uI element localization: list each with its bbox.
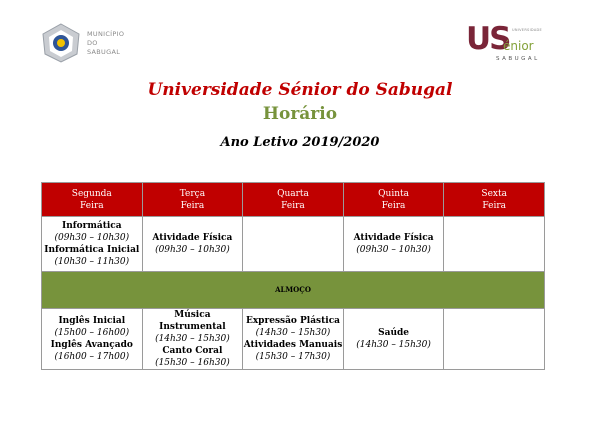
afternoon-wednesday-cell	[243, 309, 344, 370]
day-header-friday: Sexta Feira	[444, 183, 545, 217]
class-subject: Atividades Manuais	[243, 340, 343, 350]
class-subject: Atividade Física	[152, 233, 233, 243]
class-subject: Expressão Plástica	[245, 316, 341, 326]
municipio-emblem-icon	[40, 22, 82, 64]
lunch-label: ALMOÇO	[42, 272, 545, 309]
us-senior-logo	[466, 22, 566, 66]
class-subject: Saúde	[378, 328, 410, 338]
class-time: (09h30 – 10h30)	[155, 245, 230, 255]
class-time: (15h30 – 17h30)	[255, 352, 331, 362]
class-subject: Informática Inicial	[44, 245, 140, 255]
class-time: (14h30 – 15h30)	[356, 340, 431, 350]
class-time: (14h30 – 15h30)	[155, 334, 230, 344]
morning-thursday-cell	[343, 217, 444, 272]
day-header-tuesday: Terça Feira	[142, 183, 243, 217]
day-header-thursday: Quinta Feira	[343, 183, 444, 217]
class-time: (15h00 – 16h00)	[54, 328, 130, 338]
class-time: (15h30 – 16h30)	[155, 358, 230, 368]
class-subject: Inglês Avançado	[50, 340, 133, 350]
class-subject: Inglês Inicial	[58, 316, 126, 326]
afternoon-friday-cell	[444, 309, 545, 370]
us-logo-senior: énior	[503, 39, 534, 53]
afternoon-monday-cell	[42, 309, 143, 370]
class-time: (09h30 – 10h30)	[54, 233, 130, 243]
class-subject: Atividade Física	[353, 233, 434, 243]
morning-tuesday-cell	[142, 217, 243, 272]
class-time: (14h30 – 15h30)	[255, 328, 331, 338]
schedule-table	[41, 182, 545, 370]
class-time: (10h30 – 11h30)	[54, 257, 130, 267]
day-header-monday: Segunda Feira	[42, 183, 143, 217]
morning-monday-cell	[42, 217, 143, 272]
morning-friday-cell	[444, 217, 545, 272]
us-logo-mark: US	[466, 21, 510, 57]
morning-wednesday-cell	[243, 217, 344, 272]
academic-year: Ano Letivo 2019/2020	[220, 135, 380, 150]
municipio-line2: DO	[87, 38, 98, 47]
day-header-row	[42, 183, 545, 217]
class-subject: Informática	[61, 221, 122, 231]
afternoon-thursday-cell	[343, 309, 444, 370]
afternoon-row	[42, 309, 545, 370]
class-time: (16h00 – 17h00)	[54, 352, 130, 362]
municipio-line1: MUNICÍPIO	[87, 29, 125, 38]
class-time: (09h30 – 10h30)	[356, 245, 431, 255]
morning-row	[42, 217, 545, 272]
us-logo-tagline: UNIVERSIDADE	[512, 28, 543, 32]
municipio-logo	[40, 22, 124, 64]
municipio-line3: SABUGAL	[87, 47, 121, 56]
page-subtitle: Horário	[262, 104, 338, 124]
lunch-row	[42, 272, 545, 309]
class-subject: Música Instrumental	[159, 310, 226, 332]
class-subject: Canto Coral	[162, 346, 223, 356]
page-title: Universidade Sénior do Sabugal	[147, 80, 453, 100]
afternoon-tuesday-cell	[142, 309, 243, 370]
us-logo-sabugal: SABUGAL	[496, 56, 540, 62]
day-header-wednesday: Quarta Feira	[243, 183, 344, 217]
